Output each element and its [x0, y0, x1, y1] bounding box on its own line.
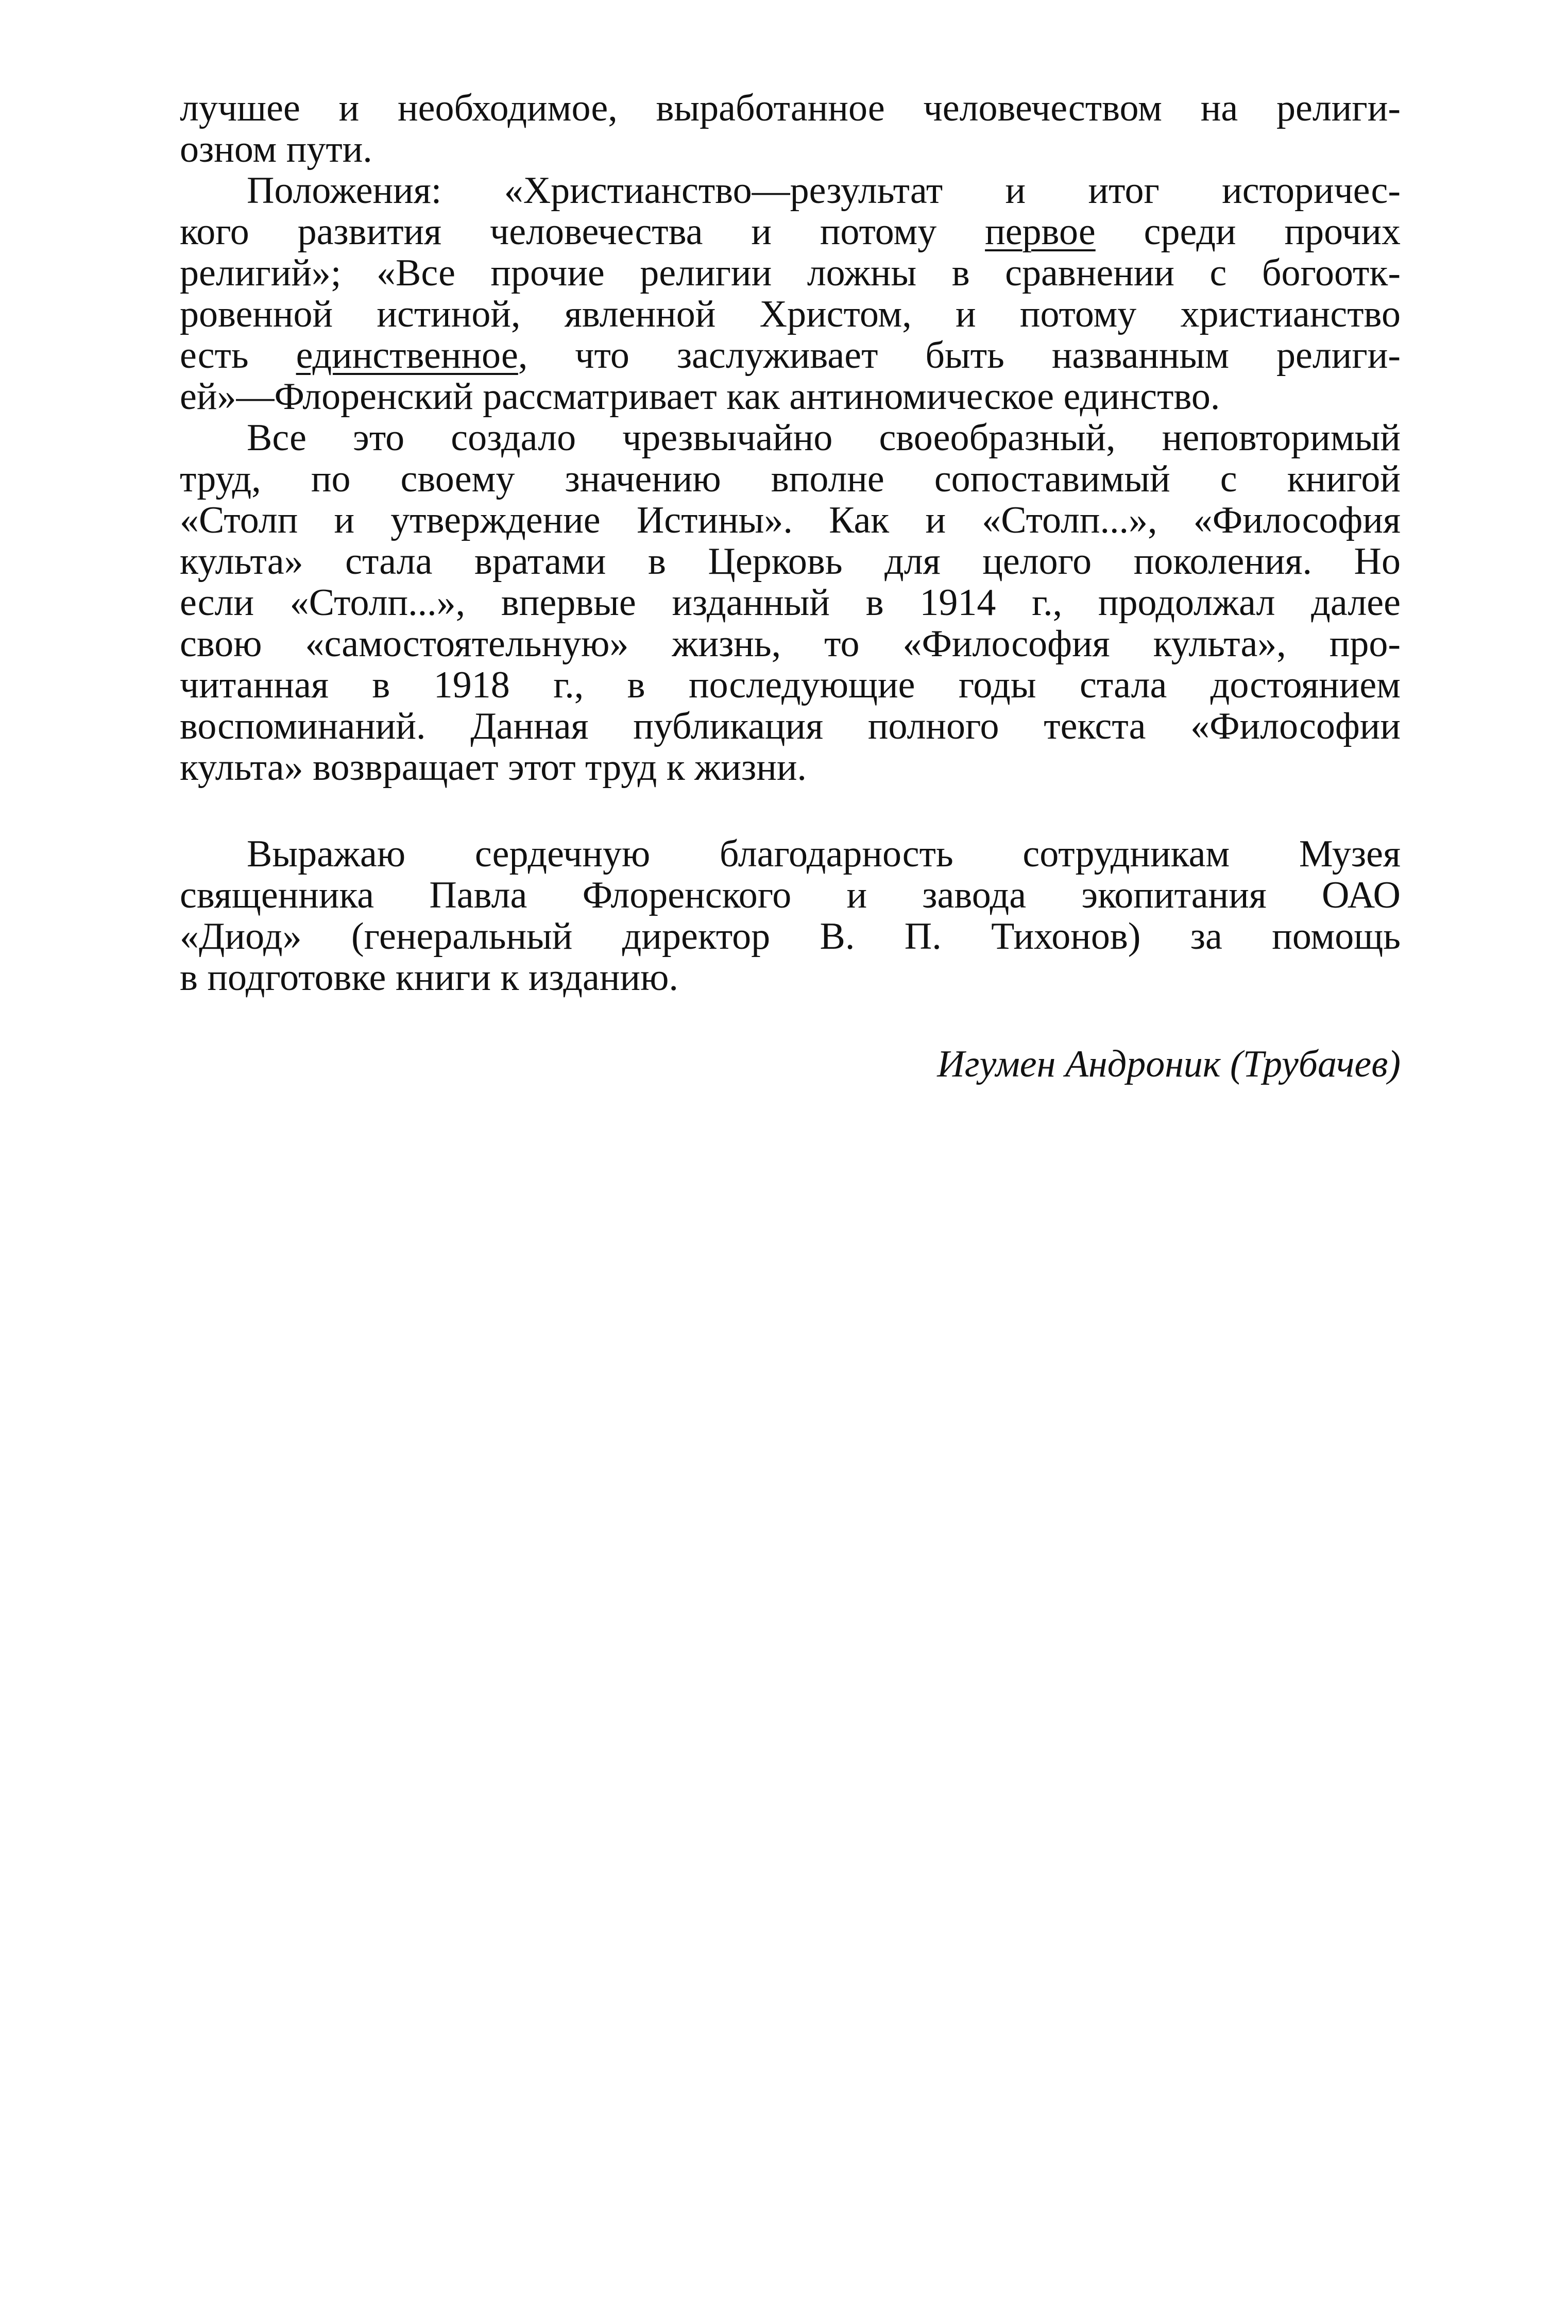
paragraph-3 [180, 417, 1401, 788]
text-fragment: кого развития человечества и потому [180, 211, 985, 253]
text-line: труд, по своему значению вполне сопоставимый с книгой [180, 458, 1401, 500]
paragraph-1 [180, 88, 1401, 170]
text-line: религий»; «Все прочие религии ложны в сравнении с богоотк- [180, 252, 1401, 294]
text-fragment: среди прочих [1095, 211, 1401, 253]
paragraph-2 [180, 170, 1401, 417]
text-line: читанная в 1918 г., в последующие годы стала достоянием [180, 664, 1401, 706]
text-line: лучшее и необходимое, выработанное человечеством на религи- [180, 87, 1401, 129]
text-line: культа» возвращает этот труд к жизни. [180, 746, 807, 789]
page-body [180, 88, 1401, 1085]
acknowledgement-paragraph [180, 833, 1401, 998]
text-line: священника Павла Флоренского и завода экопитания ОАО [180, 874, 1401, 916]
text-line: Положения: «Христианство—результат и итог историчес- [247, 169, 1401, 212]
text-line [180, 335, 1401, 376]
text-line: ровенной истиной, явленной Христом, и потому христианство [180, 293, 1401, 335]
text-line [180, 211, 1401, 252]
text-line: воспоминаний. Данная публикация полного текста «Философии [180, 705, 1401, 747]
text-line: культа» стала вратами в Церковь для целого поколения. Но [180, 540, 1401, 583]
text-line: Выражаю сердечную благодарность сотрудникам Музея [247, 833, 1401, 875]
text-line: «Диод» (генеральный директор В. П. Тихонов) за помощь [180, 915, 1401, 958]
text-line: озном пути. [180, 128, 372, 170]
author-signature: Игумен Андроник (Трубачев) [937, 1043, 1401, 1085]
text-line: «Столп и утверждение Истины». Как и «Столп...», «Философия [180, 499, 1401, 541]
text-fragment: есть [180, 334, 296, 377]
text-line: если «Столп...», впервые изданный в 1914 г., продолжал далее [180, 582, 1401, 624]
text-line: свою «самостоятельную» жизнь, то «Философия культа», про- [180, 623, 1401, 665]
underlined-word: первое [985, 211, 1096, 253]
underlined-word: единственное [296, 334, 518, 377]
text-line: Все это создало чрезвычайно своеобразный, неповторимый [247, 417, 1401, 459]
paragraph-spacer [180, 788, 1401, 833]
text-line: в подготовке книги к изданию. [180, 956, 678, 999]
text-fragment: , что заслуживает быть названным религи- [518, 334, 1401, 377]
text-line: ей»—Флоренский рассматривает как антиномическое единство. [180, 375, 1220, 418]
